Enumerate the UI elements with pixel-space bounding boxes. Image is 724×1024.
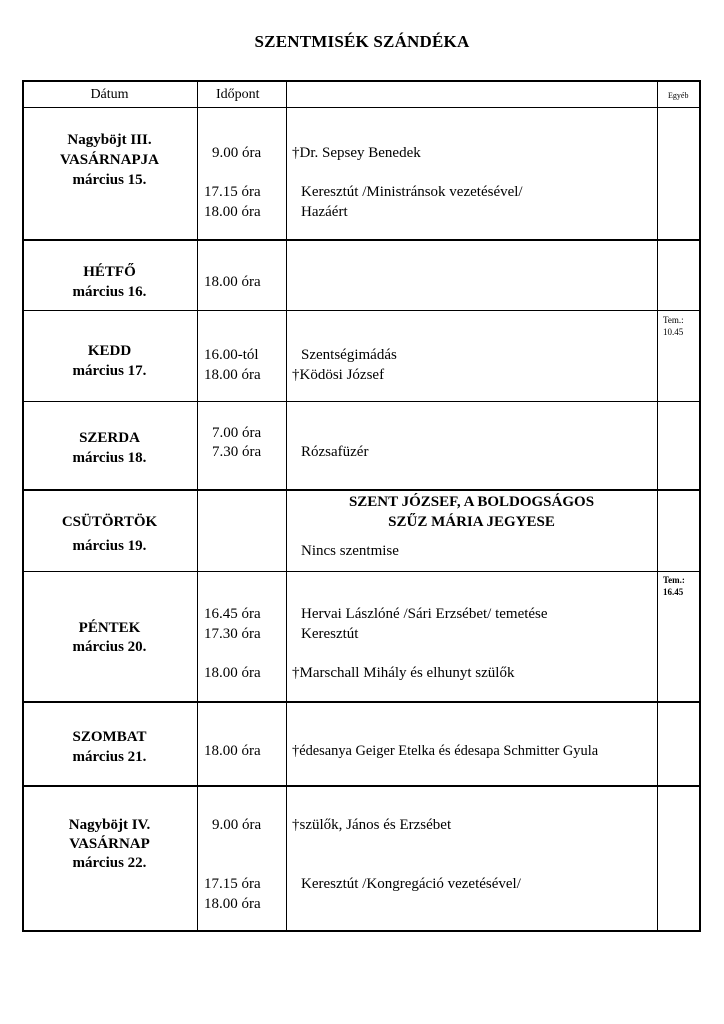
intention: Hazáért xyxy=(301,204,348,220)
day-label: CSÜTÖRTÖK xyxy=(61,514,158,530)
mass-time: 18.00 óra xyxy=(204,367,261,383)
day-date: március 16. xyxy=(72,284,147,300)
header-separator xyxy=(22,107,701,108)
other-note: 10.45 xyxy=(663,327,684,337)
mass-time: 16.45 óra xyxy=(204,606,261,622)
mass-time: 9.00 óra xyxy=(212,145,262,161)
mass-time: 18.00 óra xyxy=(204,743,261,759)
day-label: PÉNTEK xyxy=(78,620,141,636)
day-label: Nagyböjt III. xyxy=(67,132,152,148)
row-separator xyxy=(22,785,701,787)
day-date: március 17. xyxy=(72,363,147,379)
intention: Keresztút xyxy=(301,626,359,642)
day-label: VASÁRNAP xyxy=(69,836,150,852)
mass-time: 17.30 óra xyxy=(204,626,261,642)
row-separator xyxy=(22,239,701,241)
other-note: 16.45 xyxy=(663,587,684,597)
mass-time: 18.00 óra xyxy=(204,274,261,290)
row-separator xyxy=(22,401,701,402)
other-note: Tem.: xyxy=(663,315,684,325)
intention: †Dr. Sepsey Benedek xyxy=(292,145,421,161)
day-date: március 22. xyxy=(72,855,147,871)
header-date: Dátum xyxy=(90,87,129,102)
feast-title: SZENT JÓZSEF, A BOLDOGSÁGOS xyxy=(348,494,595,510)
row-separator xyxy=(22,571,701,572)
intention: Nincs szentmise xyxy=(301,543,399,559)
mass-time: 18.00 óra xyxy=(204,896,261,912)
feast-title: SZŰZ MÁRIA JEGYESE xyxy=(388,514,555,530)
page-title: SZENTMISÉK SZÁNDÉKA xyxy=(254,32,470,51)
intention: †édesanya Geiger Etelka és édesapa Schmitter Gyula xyxy=(292,743,599,759)
day-date: március 20. xyxy=(72,639,147,655)
intention: Keresztút /Ministránsok vezetésével/ xyxy=(301,184,523,200)
intention: Keresztút /Kongregáció vezetésével/ xyxy=(301,876,521,892)
column-separator xyxy=(657,80,658,932)
mass-time: 18.00 óra xyxy=(204,665,261,681)
mass-time: 17.15 óra xyxy=(204,876,261,892)
mass-time: 16.00-tól xyxy=(204,347,259,363)
day-label: SZOMBAT xyxy=(72,729,147,745)
mass-time: 7.30 óra xyxy=(212,444,262,460)
day-date: március 15. xyxy=(72,172,147,188)
intention: †Ködösi József xyxy=(292,367,385,383)
day-label: SZERDA xyxy=(79,430,140,446)
day-label: Nagyböjt IV. xyxy=(68,817,151,833)
day-label: KEDD xyxy=(87,343,132,359)
intention: †szülők, János és Erzsébet xyxy=(292,817,452,833)
mass-time: 18.00 óra xyxy=(204,204,261,220)
other-note: Tem.: xyxy=(663,575,685,585)
intention: Hervai Lászlóné /Sári Erzsébet/ temetése xyxy=(301,606,548,622)
day-date: március 21. xyxy=(72,749,147,765)
row-separator xyxy=(22,489,701,491)
day-date: március 18. xyxy=(72,450,147,466)
day-label: VASÁRNAPJA xyxy=(60,152,159,168)
intention: †Marschall Mihály és elhunyt szülők xyxy=(292,665,515,681)
day-date: március 19. xyxy=(72,538,147,554)
mass-time: 7.00 óra xyxy=(212,425,262,441)
mass-time: 17.15 óra xyxy=(204,184,261,200)
row-separator xyxy=(22,310,701,311)
day-label: HÉTFŐ xyxy=(83,264,136,280)
intention: Rózsafüzér xyxy=(301,444,369,460)
mass-time: 9.00 óra xyxy=(212,817,262,833)
header-other: Egyéb xyxy=(668,91,689,100)
intention: Szentségimádás xyxy=(301,347,397,363)
column-separator xyxy=(197,80,198,932)
header-time: Időpont xyxy=(216,87,260,102)
row-separator xyxy=(22,701,701,703)
